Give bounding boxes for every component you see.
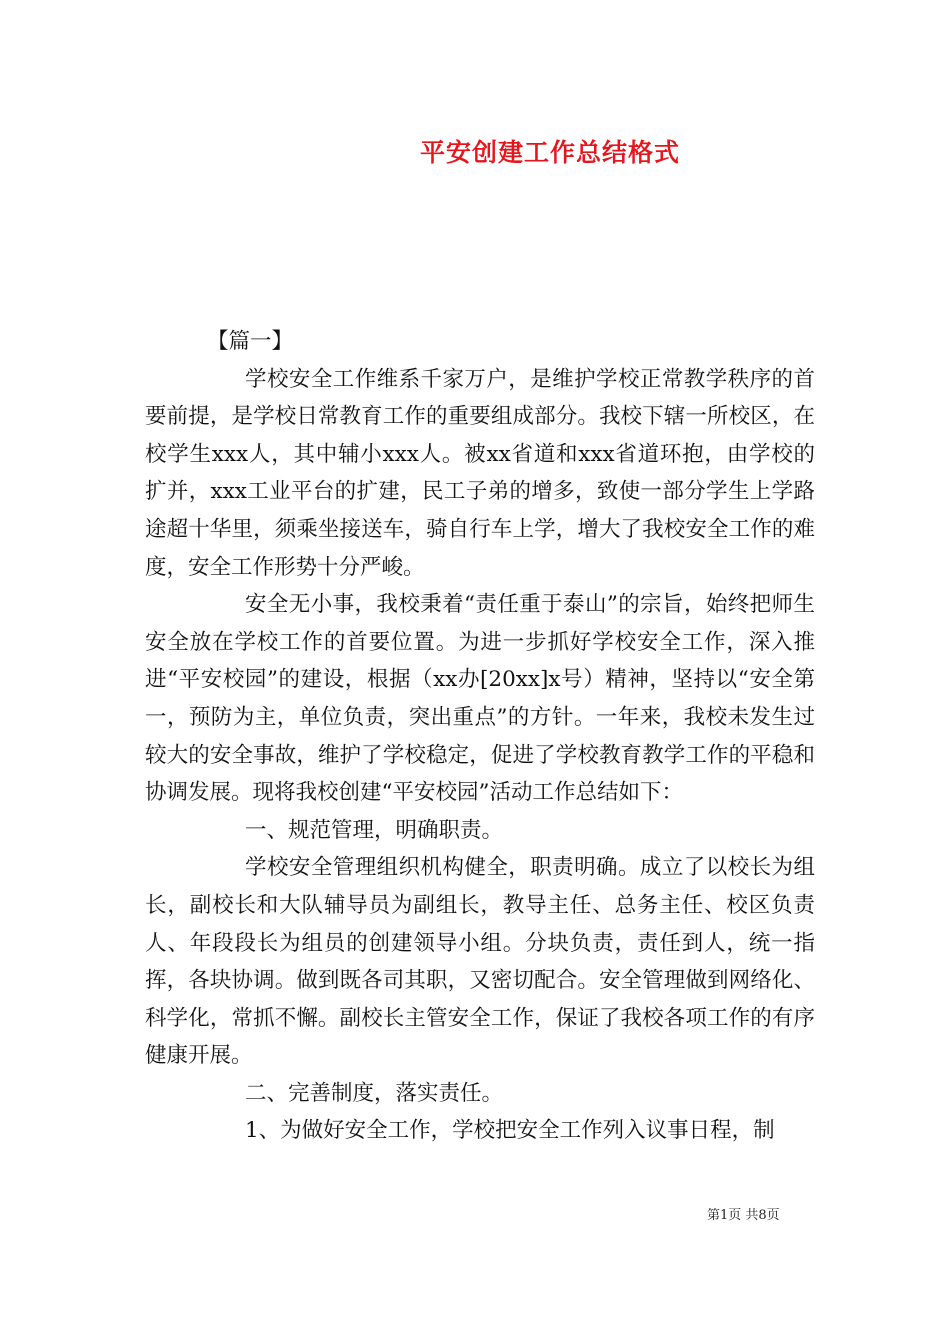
- document-title: 平安创建工作总结格式: [419, 138, 680, 167]
- heading-management: 一、规范管理，明确职责。: [245, 817, 504, 843]
- paragraph-safety-policy: 安全无小事，我校秉着“责任重于泰山”的宗旨，始终把师生安全放在学校工作的首要位置。为进一步抓好学校安全工作，深入推进“平安校园”的建设，根据（xx办[20xx]x号）精神，坚持以“安全第一，预防为主，单位负责，突出重点”的方针。一年来，我校未发生过较大的安全事故，维护了学校稳定，促进了学校教育教学工作的平稳和协调发展。现将我校创建“平安校园”活动工作总结如下：: [145, 592, 815, 806]
- paragraph-management: 学校安全管理组织机构健全，职责明确。成立了以校长为组长，副校长和大队辅导员为副组长，教导主任、总务主任、校区负责人、年段段长为组员的创建领导小组。分块负责，责任到人，统一指挥，各块协调。做到既各司其职，又密切配合。安全管理做到网络化、科学化，常抓不懈。副校长主管安全工作，保证了我校各项工作的有序健康开展。: [145, 855, 815, 1069]
- document-body: [145, 323, 815, 1150]
- heading-system: 二、完善制度，落实责任。: [245, 1080, 504, 1106]
- page-number-footer: 第1页 共8页: [707, 1208, 780, 1223]
- paragraph-system: 1、为做好安全工作，学校把安全工作列入议事日程，制: [245, 1118, 775, 1144]
- section-tag: 【篇一】: [207, 329, 294, 354]
- paragraph-intro: 学校安全工作维系千家万户，是维护学校正常教学秩序的首要前提，是学校日常教育工作的重要组成部分。我校下辖一所校区，在校学生xxx人，其中辅小xxx人。被xx省道和xxx省道环抱，由学校的扩并，xxx工业平台的扩建，民工子弟的增多，致使一部分学生上学路途超十华里，须乘坐接送车，骑自行车上学，增大了我校安全工作的难度，安全工作形势十分严峻。: [145, 366, 815, 580]
